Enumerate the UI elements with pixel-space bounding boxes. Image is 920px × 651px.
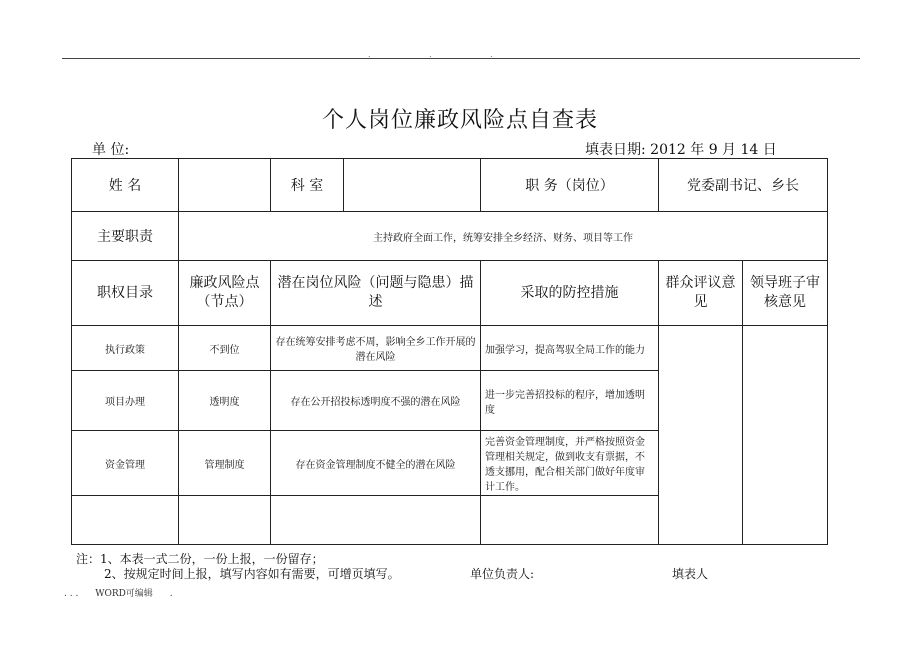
info-row bbox=[72, 159, 828, 212]
footer-dots: . . . bbox=[64, 589, 79, 599]
risk-desc-cell: 存在统筹安排考虑不周，影响全乡工作开展的潜在风险 bbox=[271, 326, 481, 371]
column-header-row bbox=[72, 261, 828, 326]
footer bbox=[64, 586, 187, 599]
risk-point-cell: 管理制度 bbox=[179, 431, 271, 496]
dept-cell bbox=[271, 159, 481, 212]
col-authority: 职权目录 bbox=[72, 261, 179, 326]
measures-cell: 进一步完善招投标的程序，增加透明度 bbox=[481, 371, 659, 431]
risk-point-cell bbox=[179, 496, 271, 545]
public-opinion-cell bbox=[659, 326, 743, 545]
col-measures: 采取的防控措施 bbox=[481, 261, 659, 326]
authority-cell: 项目办理 bbox=[72, 371, 179, 431]
filler-label: 填表人 bbox=[672, 567, 709, 581]
note-line-2: 2、按规定时间上报，填写内容如有需要，可增页填写。 bbox=[104, 567, 400, 581]
footer-text: WORD可编辑 bbox=[95, 589, 153, 599]
responsible-label: 单位负责人: bbox=[470, 567, 535, 581]
dept-label: 科 室 bbox=[271, 159, 344, 211]
col-risk-point: 廉政风险点（节点） bbox=[179, 261, 271, 326]
authority-cell bbox=[72, 496, 179, 545]
col-risk-desc: 潜在岗位风险（问题与隐患）描述 bbox=[271, 261, 481, 326]
name-value bbox=[179, 159, 271, 212]
risk-point-cell: 不到位 bbox=[179, 326, 271, 371]
note-line-1: 注：1、本表一式二份，一份上报，一份留存； bbox=[76, 552, 324, 566]
header-dots: . . . bbox=[368, 50, 521, 59]
leader-review-cell bbox=[743, 326, 828, 545]
footer-dot: . bbox=[169, 589, 173, 599]
self-check-table bbox=[71, 158, 828, 545]
measures-cell: 完善资金管理制度，并严格按照资金管理相关规定，做到收支有票据，不透支挪用，配合相关部门做好年度审计工作。 bbox=[481, 431, 659, 496]
name-label: 姓 名 bbox=[72, 159, 179, 212]
position-value: 党委副书记、乡长 bbox=[659, 159, 828, 212]
measures-cell: 加强学习，提高驾驭全局工作的能力 bbox=[481, 326, 659, 371]
risk-desc-cell: 存在资金管理制度不健全的潜在风险 bbox=[271, 431, 481, 496]
measures-cell bbox=[481, 496, 659, 545]
unit-label: 单 位: bbox=[92, 142, 130, 158]
risk-point-cell: 透明度 bbox=[179, 371, 271, 431]
col-leader-review: 领导班子审核意见 bbox=[743, 261, 828, 326]
position-label: 职 务（岗位） bbox=[481, 159, 659, 212]
duty-row bbox=[72, 212, 828, 261]
risk-desc-cell bbox=[271, 496, 481, 545]
col-public-opinion: 群众评议意见 bbox=[659, 261, 743, 326]
authority-cell: 资金管理 bbox=[72, 431, 179, 496]
risk-desc-cell: 存在公开招投标透明度不强的潜在风险 bbox=[271, 371, 481, 431]
duty-label: 主要职责 bbox=[72, 212, 179, 261]
table-row bbox=[72, 326, 828, 371]
authority-cell: 执行政策 bbox=[72, 326, 179, 371]
page-title: 个人岗位廉政风险点自查表 bbox=[321, 108, 598, 133]
duty-value: 主持政府全面工作，统筹安排全乡经济、财务、项目等工作 bbox=[179, 212, 828, 261]
dept-value bbox=[344, 159, 481, 211]
fill-date: 填表日期: 2012 年 9 月 14 日 bbox=[585, 142, 777, 158]
